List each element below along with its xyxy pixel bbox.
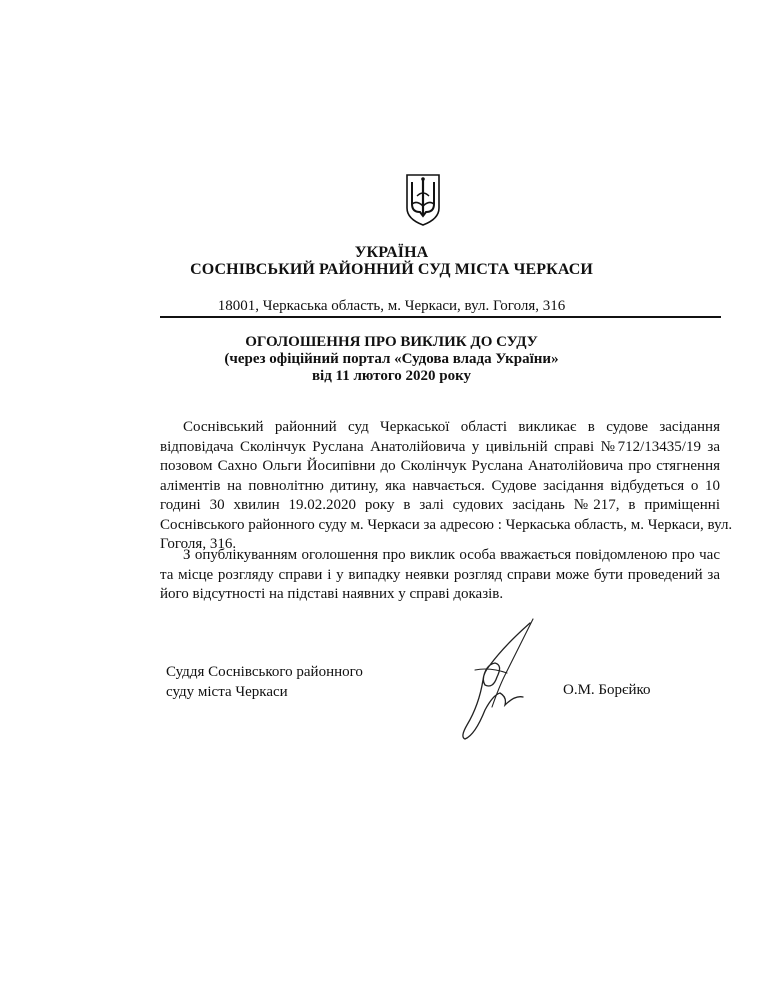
paragraph-line: Соснівський районний суд Черкаської області викликає в судове засідання (183, 419, 720, 435)
summons-paragraph (160, 418, 733, 555)
paragraph-line: та місце розгляду справи і у випадку неявки розгляд справи може бути проведений за (160, 566, 720, 583)
paragraph-line: відповідача Сколінчук Руслана Анатолійовича у цивільній справі №712/13435/19 за (160, 438, 720, 455)
paragraph-line: Соснівського районного суду м. Черкаси за адресою : Черкаська область, м. Черкаси, вул. (160, 516, 733, 533)
paragraph-line: З опублікуванням оголошення про виклик особа вважається повідомленою про час (183, 547, 720, 563)
judge-position-line: суду міста Черкаси (166, 684, 288, 700)
paragraph-line: годині 30 хвилин 19.02.2020 року в залі судових засідань №217, в приміщенні (160, 497, 720, 513)
coat-of-arms-trident-icon (403, 172, 443, 227)
judge-name: О.М. Борєйко (563, 682, 651, 698)
paragraph-line: його відсутності на підставі наявних у справі доказів. (160, 586, 504, 602)
country-heading: УКРАЇНА (354, 244, 429, 261)
announcement-title: ОГОЛОШЕННЯ ПРО ВИКЛИК ДО СУДУ (245, 334, 538, 350)
header-divider (160, 316, 721, 318)
paragraph-line: Гоголя, 316. (160, 536, 237, 552)
handwritten-signature (445, 615, 555, 745)
announcement-subtitle: (через офіційний портал «Судова влада України» (224, 351, 559, 367)
notice-paragraph (160, 546, 720, 605)
paragraph-line: позовом Сахно Ольги Йосипівни до Сколінчук Руслана Анатолійовича про стягнення (160, 458, 720, 474)
announcement-date: від 11 лютого 2020 року (311, 368, 472, 384)
court-address: 18001, Черкаська область, м. Черкаси, вул. Гоголя, 316 (217, 298, 566, 314)
judge-position-line: Суддя Соснівського районного (166, 664, 363, 680)
judge-position (166, 662, 363, 702)
court-heading: СОСНІВСЬКИЙ РАЙОННИЙ СУД МІСТА ЧЕРКАСИ (190, 261, 593, 278)
paragraph-line: аліментів на повнолітню дитину, яка навчається. Судове засідання відбудеться о 10 (160, 477, 720, 494)
